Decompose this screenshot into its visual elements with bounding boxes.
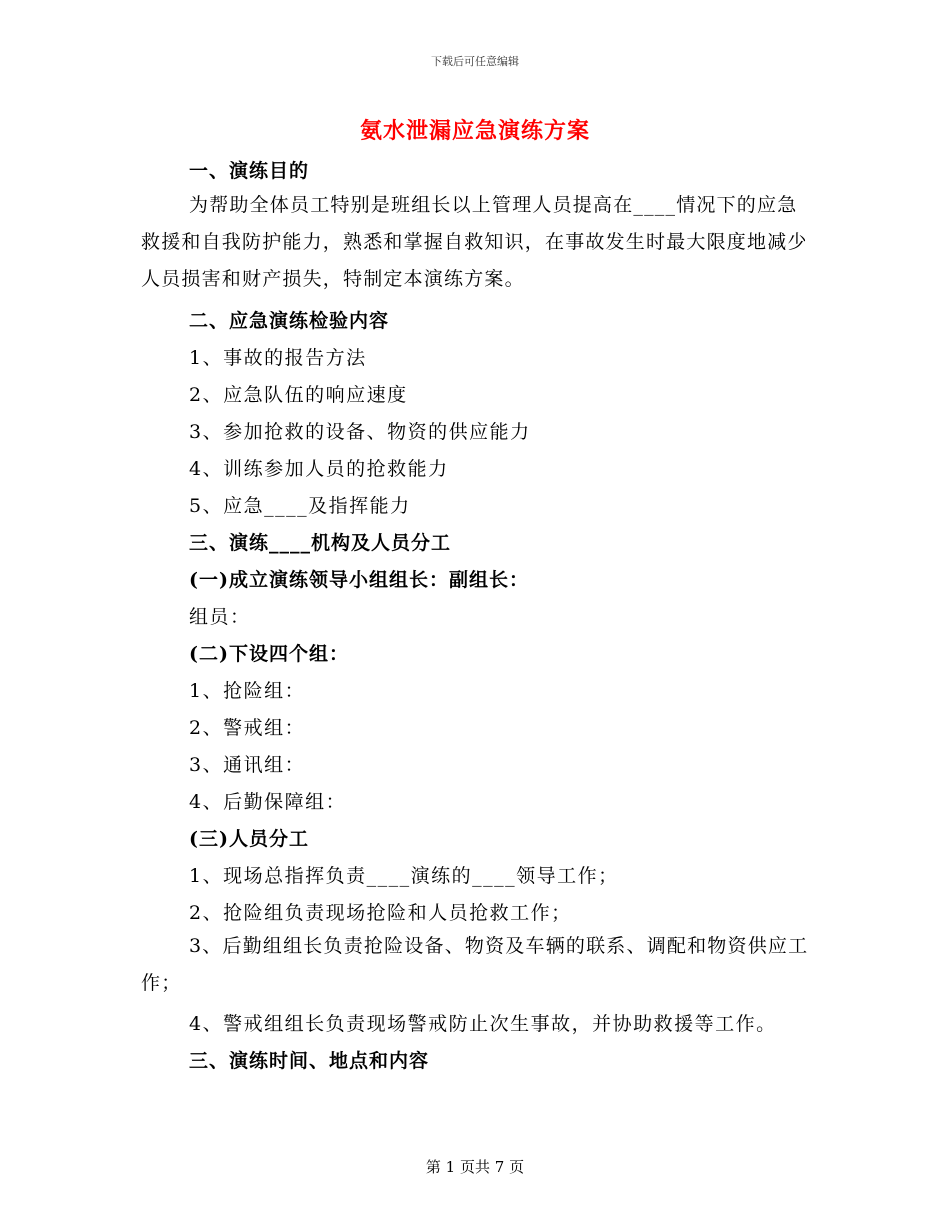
- subsection-groups: (二)下设四个组：: [189, 643, 349, 665]
- group-item: 3、通讯组：: [189, 754, 306, 776]
- duty-item: 4、警戒组组长负责现场警戒防止次生事故，并协助救援等工作。: [189, 1013, 777, 1035]
- content-item: 3、参加抢救的设备、物资的供应能力: [189, 421, 531, 443]
- group-item: 1、抢险组：: [189, 680, 306, 702]
- subsection-duties: (三)人员分工: [189, 828, 309, 850]
- page-header: 下载后可任意编辑: [431, 55, 519, 68]
- section-heading-content: 二、应急演练检验内容: [189, 310, 390, 332]
- content-item: 2、应急队伍的响应速度: [189, 384, 408, 406]
- section-heading-organization: 三、演练____机构及人员分工: [189, 532, 452, 554]
- section-heading-schedule: 三、演练时间、地点和内容: [189, 1050, 430, 1072]
- group-item: 4、后勤保障组：: [189, 791, 347, 813]
- content-item: 1、事故的报告方法: [189, 347, 367, 369]
- section-heading-purpose: 一、演练目的: [189, 160, 310, 182]
- members-line: 组员：: [189, 606, 251, 628]
- subsection-leadership: (一)成立演练领导小组组长：副组长：: [189, 569, 529, 591]
- duty-item: 3、后勤组组长负责抢险设备、物资及车辆的联系、调配和物资供应工作；: [141, 935, 809, 994]
- duty-item: 2、抢险组负责现场抢险和人员抢救工作；: [189, 902, 572, 924]
- page-footer: 第 1 页共 7 页: [425, 1158, 525, 1176]
- content-item: 5、应急____及指挥能力: [189, 495, 411, 517]
- purpose-paragraph: 为帮助全体员工特别是班组长以上管理人员提高在____情况下的应急救援和自我防护能力，熟悉和掌握自救知识，在事故发生时最大限度地减少人员损害和财产损失，特制定本演练方案。: [141, 194, 808, 290]
- group-item: 2、警戒组：: [189, 717, 306, 739]
- duty-item: 1、现场总指挥负责____演练的____领导工作；: [189, 865, 619, 887]
- document-title: 氨水泄漏应急演练方案: [359, 118, 590, 144]
- content-item: 4、训练参加人员的抢救能力: [189, 458, 449, 480]
